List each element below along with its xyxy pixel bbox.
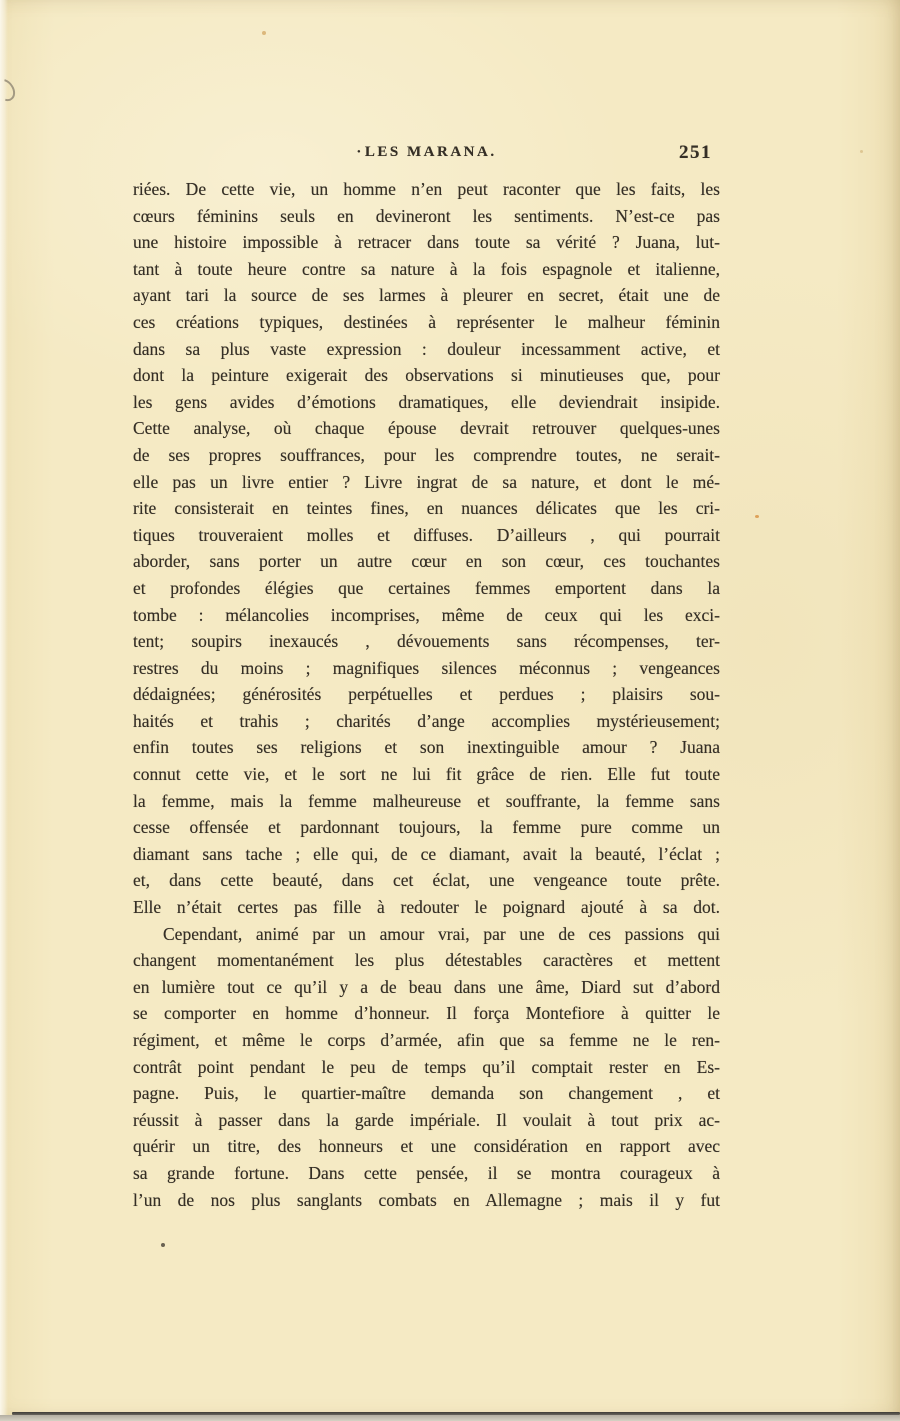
text-line: enfin toutes ses religions et son inextinguible amour ? Juana [133,737,720,758]
text-line: la femme, mais la femme malheureuse et souffrante, la femme sans [133,790,720,811]
text-line: ces créations typiques, destinées à représenter le malheur féminin [133,311,720,332]
text-line: Cette analyse, où chaque épouse devrait retrouver quelques-unes [133,418,720,439]
text-line: l’un de nos plus sanglants combats en Allemagne ; mais il y fut [133,1189,720,1210]
body-text [133,176,720,1213]
text-line: régiment, et même le corps d’armée, afin que sa femme ne le ren- [133,1030,720,1050]
text-line: connut cette vie, et le sort ne lui fit grâce de rien. Elle fut toute [133,764,720,785]
text-line: sa grande fortune. Dans cette pensée, il se montra courageux à [133,1162,720,1183]
running-title-text: LES MARANA. [364,144,497,160]
text-line: dont la peinture exigerait des observations si minutieuses que, pour [133,365,720,386]
text-line: tent; soupirs inexaucés , dévouements sans récompenses, ter- [133,631,720,652]
page-curl-mark [0,75,19,105]
text-line: pagne. Puis, le quartier-maître demanda son changement , et [133,1083,720,1104]
page-number: 251 [679,142,712,163]
print-artifact-dot: · [356,144,364,160]
text-line: en lumière tout ce qu’il y a de beau dans une âme, Diard sut d’abord [133,976,720,997]
page-left-edge [0,0,8,1421]
text-line: diamant sans tache ; elle qui, de ce diamant, avait la beauté, l’éclat ; [133,843,720,864]
text-line: se comporter en homme d’honneur. Il força Montefiore à quitter le [133,1003,720,1024]
text-line: réussit à passer dans la garde impériale. Il voulait à tout prix ac- [133,1109,720,1130]
text-line: riées. De cette vie, un homme n’en peut raconter que les faits, les [133,179,720,199]
text-line: de ses propres souffrances, pour les comprendre toutes, ne serait- [133,444,720,465]
text-line: et profondes élégies que certaines femmes emportent dans la [133,577,720,598]
text-line: dans sa plus vaste expression : douleur incessamment active, et [133,338,720,359]
paper-speck [860,150,863,153]
text-line: restres du moins ; magnifiques silences méconnus ; vengeances [133,657,720,678]
text-line: cesse offensée et pardonnant toujours, la femme pure comme un [133,817,720,838]
text-line: tombe : mélancolies incomprises, même de ceux qui les exci- [133,604,720,625]
text-line: tiques trouveraient molles et diffuses. D’ailleurs , qui pourrait [133,524,720,545]
text-line: rite consisterait en teintes fines, en nuances délicates que les cri- [133,498,720,519]
text-line: elle pas un livre entier ? Livre ingrat de sa nature, et dont le mé- [133,471,720,492]
text-line: une histoire impossible à retracer dans toute sa vérité ? Juana, lut- [133,232,720,253]
text-line: dédaignées; générosités perpétuelles et perdues ; plaisirs sou- [133,684,720,705]
running-title [133,144,720,161]
text-line: les gens avides d’émotions dramatiques, elle deviendrait insipide. [133,391,720,412]
text-line: quérir un titre, des honneurs et une considération en rapport avec [133,1136,720,1157]
text-line: changent momentanément les plus détestables caractères et mettent [133,950,720,971]
scan-bottom-shadow [0,1415,900,1421]
paragraph [133,921,720,1214]
paper-speck [755,515,759,518]
text-line: cœurs féminins seuls en devineront les sentiments. N’est-ce pas [133,205,720,226]
text-line: contrât point pendant le peu de temps qu’il comptait rester en Es- [133,1056,720,1077]
page-header [133,144,720,168]
text-line: haités et trahis ; charités d’ange accomplies mystérieusement; [133,710,720,731]
text-line: Elle n’était certes pas fille à redouter le poignard ajouté à sa dot. [133,897,720,918]
text-line: aborder, sans porter un autre cœur en son cœur, ces touchantes [133,551,720,572]
text-line: ayant tari la source de ses larmes à pleurer en secret, était une de [133,285,720,306]
text-line: Cependant, animé par un amour vrai, par une de ces passions qui [163,923,720,944]
paper-speck [161,1243,165,1247]
paper-speck [262,31,266,35]
text-line: et, dans cette beauté, dans cet éclat, une vengeance toute prête. [133,870,720,891]
paragraph [133,176,720,921]
text-line: tant à toute heure contre sa nature à la fois espagnole et italienne, [133,258,720,279]
